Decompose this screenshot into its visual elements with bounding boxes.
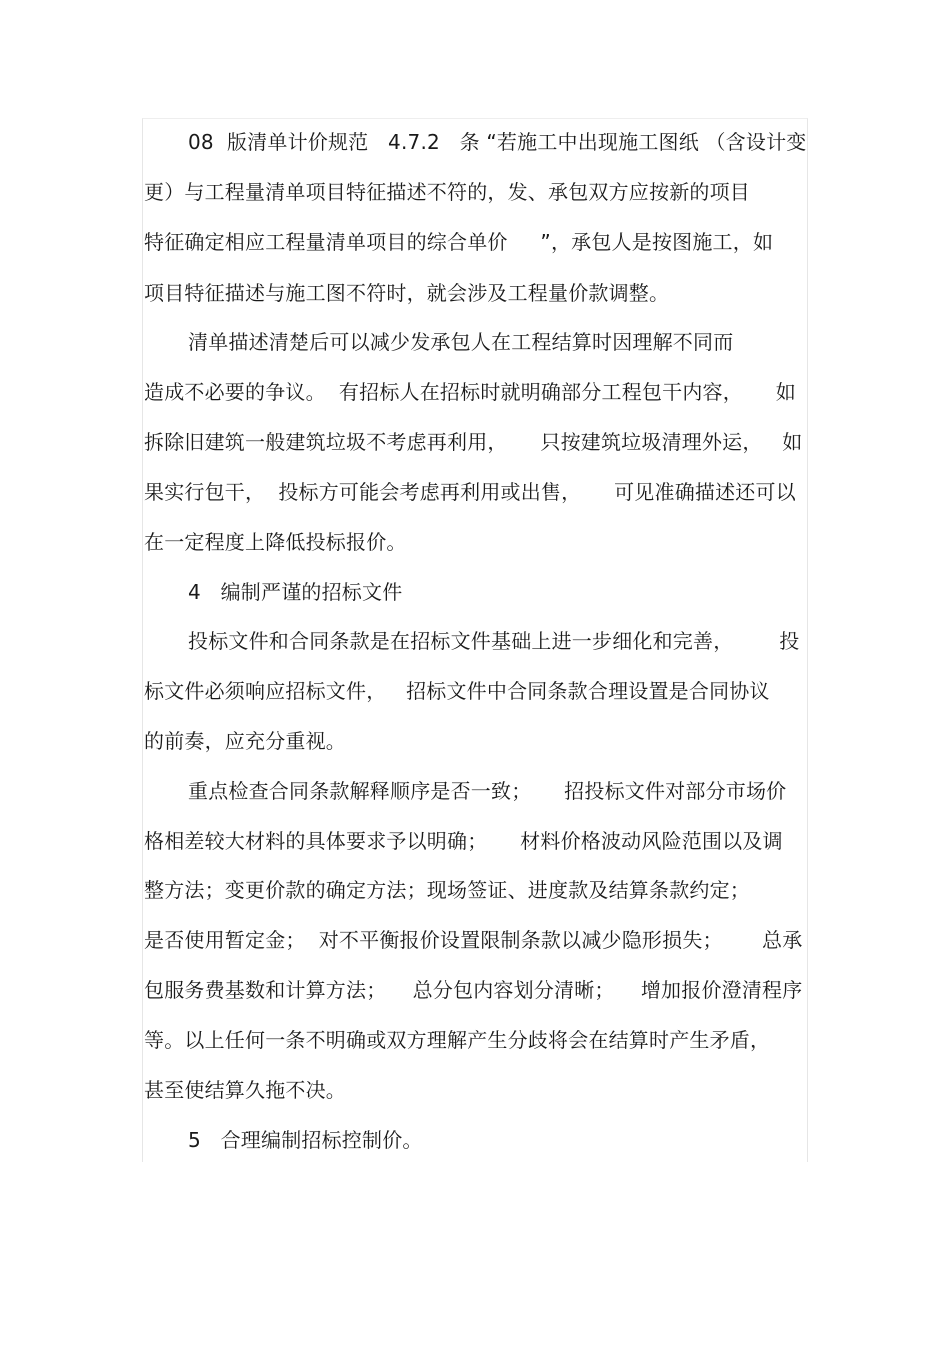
text-line: 特征确定相应工程量清单项目的综合单价 ”，承包人是按图施工，如 [144,230,774,254]
text-line: 标文件必须响应招标文件， 招标文件中合同条款合理设置是合同协议 [144,679,770,703]
text-line: 拆除旧建筑一般建筑垃圾不考虑再利用， 只按建筑垃圾清理外运， 如 [144,430,803,454]
text-line: 格相差较大材料的具体要求予以明确； 材料价格波动风险范围以及调 [144,829,783,853]
text-line: 在一定程度上降低投标报价。 [144,530,407,554]
text-line: 是否使用暂定金； 对不平衡报价设置限制条款以减少隐形损失； 总承 [144,928,803,952]
text-line: 整方法；变更价款的确定方法；现场签证、进度款及结算条款约定； [144,878,750,902]
text-line: 清单描述清楚后可以减少发承包人在工程结算时因理解不同而 [188,330,734,354]
text-line: 重点检查合同条款解释顺序是否一致； 招投标文件对部分市场价 [188,779,787,803]
text-line: 的前奏，应充分重视。 [144,729,346,753]
section-heading: 4 编制严谨的招标文件 [188,580,403,604]
text-line: 造成不必要的争议。 有招标人在招标时就明确部分工程包干内容， 如 [144,380,796,404]
text-line: 项目特征描述与施工图不符时，就会涉及工程量价款调整。 [144,281,670,305]
section-heading: 5 合理编制招标控制价。 [188,1128,423,1152]
text-line: 果实行包干， 投标方可能会考虑再利用或出售， 可见准确描述还可以 [144,480,796,504]
text-line: 包服务费基数和计算方法； 总分包内容划分清晰； 增加报价澄清程序 [144,978,803,1002]
text-line: 更）与工程量清单项目特征描述不符的，发、承包双方应按新的项目 [144,180,750,204]
text-line: 投标文件和合同条款是在招标文件基础上进一步细化和完善， 投 [188,629,800,653]
text-line: 等。以上任何一条不明确或双方理解产生分歧将会在结算时产生矛盾， [144,1028,771,1052]
text-line: 甚至使结算久拖不决。 [144,1078,346,1102]
text-line: 08 版清单计价规范 4.7.2 条 “若施工中出现施工图纸 （含设计变 [188,130,807,154]
